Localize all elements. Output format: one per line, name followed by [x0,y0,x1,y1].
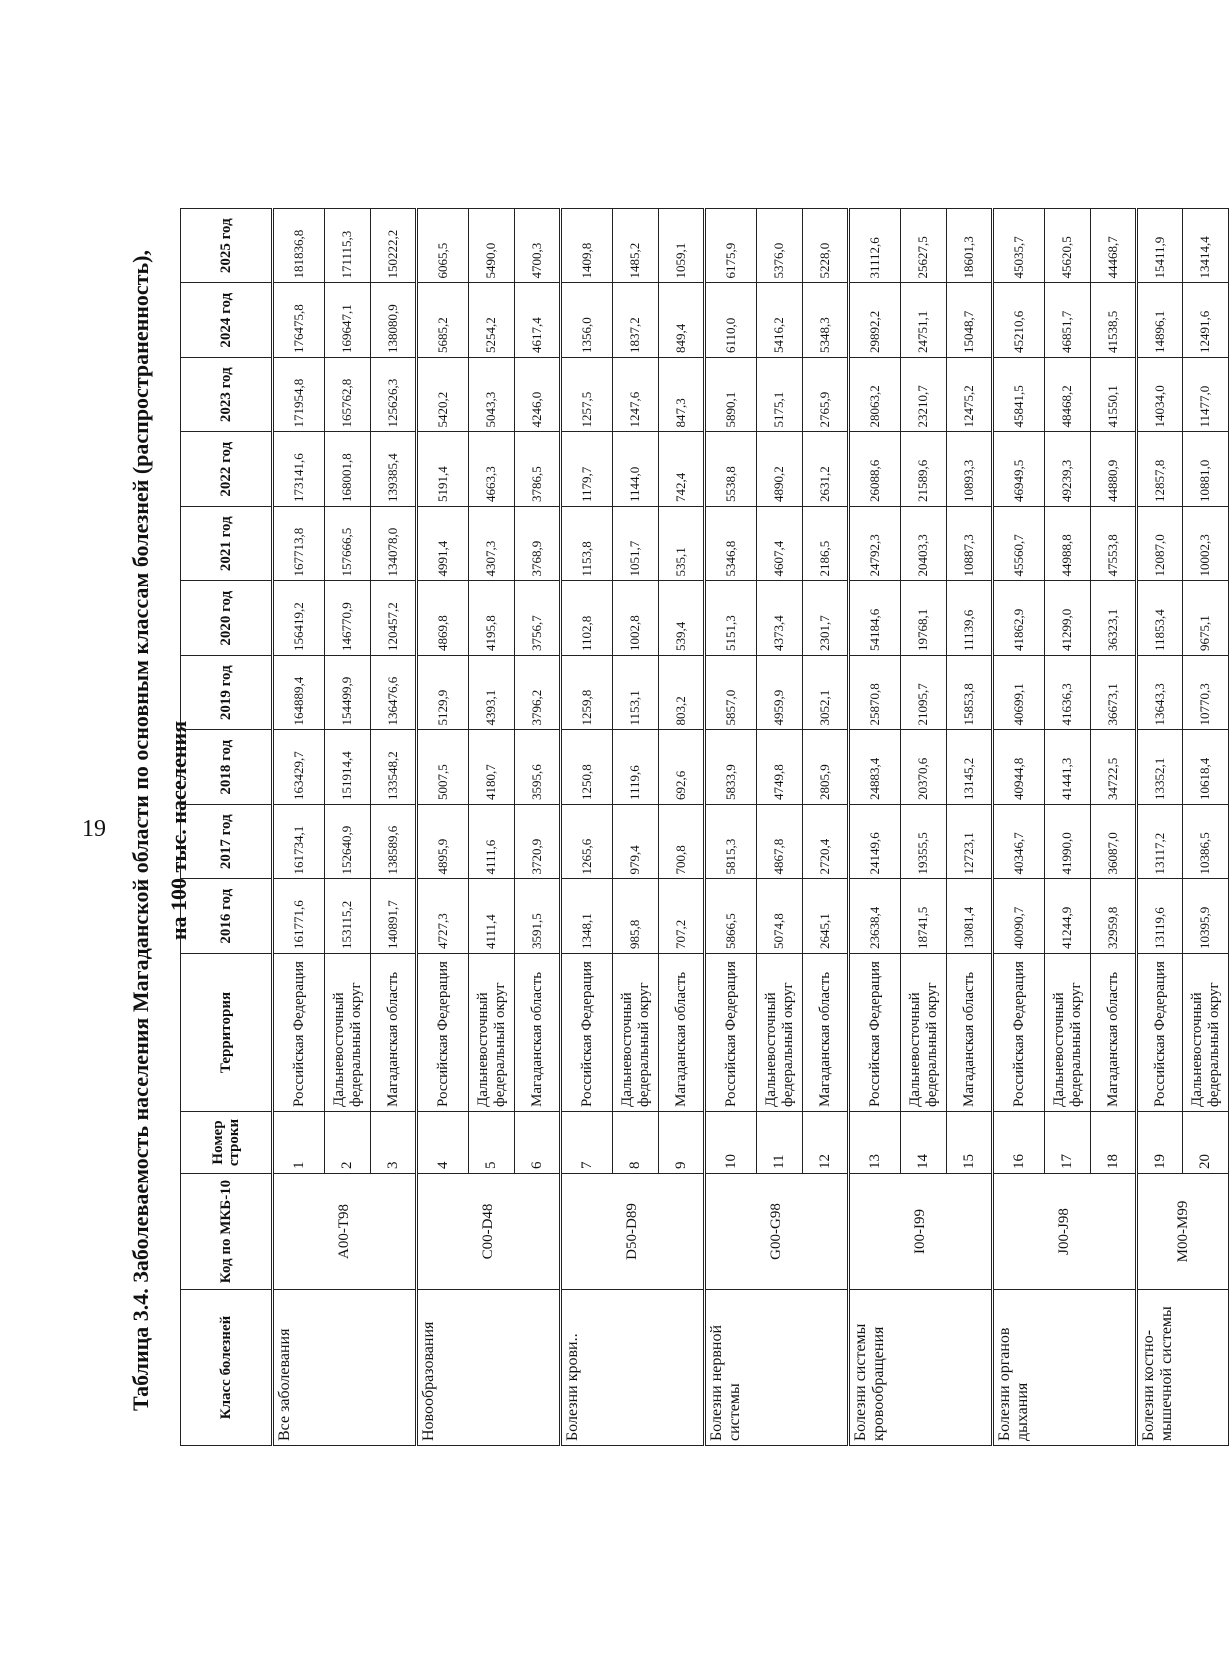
value-cell: 41299,0 [1045,581,1091,656]
value-cell: 5376,0 [757,209,803,284]
value-cell: 41441,3 [1045,730,1091,805]
value-cell: 1051,7 [613,507,659,582]
value-cell: 2720,4 [803,805,849,880]
value-cell: 4307,3 [469,507,515,582]
table-row [993,209,1045,1446]
disease-class-cell: Болезни костно-мышечной системы [1137,1290,1229,1446]
row-number-cell: 5 [469,1112,515,1174]
value-cell: 13119,6 [1137,879,1183,954]
value-cell: 5151,3 [705,581,757,656]
value-cell: 5538,8 [705,432,757,507]
icd-code-cell: I00-I99 [849,1174,993,1290]
row-number-cell: 4 [417,1112,469,1174]
icd-code-cell: G00-G98 [705,1174,849,1290]
value-cell: 173141,6 [273,432,325,507]
value-cell: 12475,2 [947,358,993,433]
value-cell: 10893,3 [947,432,993,507]
value-cell: 5074,8 [757,879,803,954]
value-cell: 847,3 [659,358,705,433]
value-cell: 12491,6 [1183,283,1229,358]
value-cell: 4111,6 [469,805,515,880]
value-cell: 12857,8 [1137,432,1183,507]
value-cell: 1059,1 [659,209,705,284]
value-cell: 1837,2 [613,283,659,358]
value-cell: 1247,6 [613,358,659,433]
value-cell: 40944,8 [993,730,1045,805]
value-cell: 4869,8 [417,581,469,656]
value-cell: 1259,8 [561,656,613,731]
territory-cell: Дальневосточный федеральный округ [901,954,947,1112]
value-cell: 161771,6 [273,879,325,954]
value-cell: 41862,9 [993,581,1045,656]
territory-cell: Российская Федерация [273,954,325,1112]
value-cell: 3786,5 [515,432,561,507]
value-cell: 4607,4 [757,507,803,582]
value-cell: 164889,4 [273,656,325,731]
value-cell: 6175,9 [705,209,757,284]
value-cell: 45620,5 [1045,209,1091,284]
value-cell: 48468,2 [1045,358,1091,433]
value-cell: 21095,7 [901,656,947,731]
value-cell: 5346,8 [705,507,757,582]
value-cell: 5890,1 [705,358,757,433]
value-cell: 2186,5 [803,507,849,582]
value-cell: 9675,1 [1183,581,1229,656]
territory-cell: Магаданская область [1091,954,1137,1112]
value-cell: 152640,9 [325,805,371,880]
value-cell: 13643,3 [1137,656,1183,731]
value-cell: 15411,9 [1137,209,1183,284]
value-cell: 40090,7 [993,879,1045,954]
value-cell: 10386,5 [1183,805,1229,880]
value-cell: 5191,4 [417,432,469,507]
row-number-cell: 11 [757,1112,803,1174]
value-cell: 1265,6 [561,805,613,880]
value-cell: 49239,3 [1045,432,1091,507]
icd-code-cell: D50-D89 [561,1174,705,1290]
value-cell: 45560,7 [993,507,1045,582]
row-number-cell: 6 [515,1112,561,1174]
disease-class-cell: Болезни крови.. [561,1290,705,1446]
row-number-cell: 20 [1183,1112,1229,1174]
row-number-cell: 13 [849,1112,901,1174]
morbidity-table [180,208,1229,1446]
value-cell: 34722,5 [1091,730,1137,805]
value-cell: 10395,9 [1183,879,1229,954]
value-cell: 5420,2 [417,358,469,433]
value-cell: 5857,0 [705,656,757,731]
value-cell: 20370,6 [901,730,947,805]
value-cell: 24883,4 [849,730,901,805]
value-cell: 21589,6 [901,432,947,507]
value-cell: 20403,3 [901,507,947,582]
value-cell: 40699,1 [993,656,1045,731]
value-cell: 23210,7 [901,358,947,433]
table-row [561,209,613,1446]
value-cell: 4727,3 [417,879,469,954]
value-cell: 12723,1 [947,805,993,880]
value-cell: 31112,6 [849,209,901,284]
header-year: 2021 год [181,507,273,582]
value-cell: 3591,5 [515,879,561,954]
value-cell: 3796,2 [515,656,561,731]
value-cell: 140891,7 [371,879,417,954]
value-cell: 4867,8 [757,805,803,880]
value-cell: 539,4 [659,581,705,656]
value-cell: 2301,7 [803,581,849,656]
value-cell: 161734,1 [273,805,325,880]
value-cell: 4895,9 [417,805,469,880]
morbidity-table-wrapper [180,209,1229,1446]
table-row [705,209,757,1446]
value-cell: 12087,0 [1137,507,1183,582]
value-cell: 6065,5 [417,209,469,284]
value-cell: 156419,2 [273,581,325,656]
territory-cell: Российская Федерация [705,954,757,1112]
table-body [273,209,1229,1446]
value-cell: 3595,6 [515,730,561,805]
header-year: 2016 год [181,879,273,954]
value-cell: 138589,6 [371,805,417,880]
value-cell: 25870,8 [849,656,901,731]
value-cell: 139385,4 [371,432,417,507]
table-row [849,209,901,1446]
value-cell: 707,2 [659,879,705,954]
row-number-cell: 16 [993,1112,1045,1174]
value-cell: 4700,3 [515,209,561,284]
value-cell: 1102,8 [561,581,613,656]
row-number-cell: 19 [1137,1112,1183,1174]
value-cell: 40346,7 [993,805,1045,880]
value-cell: 1250,8 [561,730,613,805]
row-number-cell: 10 [705,1112,757,1174]
territory-cell: Магаданская область [371,954,417,1112]
row-number-cell: 2 [325,1112,371,1174]
value-cell: 5685,2 [417,283,469,358]
value-cell: 29892,2 [849,283,901,358]
value-cell: 5129,9 [417,656,469,731]
disease-class-cell: Болезни системы кровообращения [849,1290,993,1446]
value-cell: 41550,1 [1091,358,1137,433]
value-cell: 2631,2 [803,432,849,507]
value-cell: 15853,8 [947,656,993,731]
row-number-cell: 17 [1045,1112,1091,1174]
table-row [273,209,325,1446]
value-cell: 125626,3 [371,358,417,433]
value-cell: 44988,8 [1045,507,1091,582]
disease-class-cell: Болезни органов дыхания [993,1290,1137,1446]
value-cell: 4373,4 [757,581,803,656]
territory-cell: Дальневосточный федеральный округ [757,954,803,1112]
value-cell: 54184,6 [849,581,901,656]
value-cell: 4991,4 [417,507,469,582]
header-code: Код по МКБ-10 [181,1174,273,1290]
value-cell: 150222,2 [371,209,417,284]
value-cell: 19355,5 [901,805,947,880]
header-year: 2019 год [181,656,273,731]
row-number-cell: 9 [659,1112,705,1174]
value-cell: 41990,0 [1045,805,1091,880]
value-cell: 5490,0 [469,209,515,284]
value-cell: 36323,1 [1091,581,1137,656]
value-cell: 146770,9 [325,581,371,656]
value-cell: 1485,2 [613,209,659,284]
value-cell: 25627,5 [901,209,947,284]
disease-class-cell: Новообразования [417,1290,561,1446]
value-cell: 803,2 [659,656,705,731]
value-cell: 134078,0 [371,507,417,582]
value-cell: 3052,1 [803,656,849,731]
value-cell: 133548,2 [371,730,417,805]
value-cell: 14034,0 [1137,358,1183,433]
value-cell: 11477,0 [1183,358,1229,433]
value-cell: 45841,5 [993,358,1045,433]
value-cell: 4890,2 [757,432,803,507]
value-cell: 5254,2 [469,283,515,358]
value-cell: 10881,0 [1183,432,1229,507]
disease-class-cell: Все заболевания [273,1290,417,1446]
value-cell: 36087,0 [1091,805,1137,880]
value-cell: 44880,9 [1091,432,1137,507]
table-subtitle: на 100 тыс. населения [166,720,191,941]
value-cell: 985,8 [613,879,659,954]
value-cell: 167713,8 [273,507,325,582]
header-class: Класс болезней [181,1290,273,1446]
value-cell: 3756,7 [515,581,561,656]
value-cell: 13145,2 [947,730,993,805]
value-cell: 4663,3 [469,432,515,507]
value-cell: 1356,0 [561,283,613,358]
territory-cell: Дальневосточный федеральный округ [469,954,515,1112]
header-territory: Территория [181,954,273,1112]
value-cell: 47553,8 [1091,507,1137,582]
value-cell: 171954,8 [273,358,325,433]
header-year: 2017 год [181,805,273,880]
icd-code-cell: A00-T98 [273,1174,417,1290]
territory-cell: Магаданская область [659,954,705,1112]
value-cell: 46851,7 [1045,283,1091,358]
value-cell: 181836,8 [273,209,325,284]
value-cell: 154499,9 [325,656,371,731]
value-cell: 24751,1 [901,283,947,358]
value-cell: 4617,4 [515,283,561,358]
value-cell: 1144,0 [613,432,659,507]
value-cell: 13117,2 [1137,805,1183,880]
value-cell: 13081,4 [947,879,993,954]
value-cell: 5416,2 [757,283,803,358]
value-cell: 18741,5 [901,879,947,954]
row-number-cell: 1 [273,1112,325,1174]
value-cell: 1002,8 [613,581,659,656]
value-cell: 2765,9 [803,358,849,433]
value-cell: 1153,1 [613,656,659,731]
value-cell: 24149,6 [849,805,901,880]
value-cell: 5348,3 [803,283,849,358]
value-cell: 26088,6 [849,432,901,507]
value-cell: 168001,8 [325,432,371,507]
value-cell: 10887,3 [947,507,993,582]
value-cell: 136476,6 [371,656,417,731]
territory-cell: Магаданская область [803,954,849,1112]
row-number-cell: 8 [613,1112,659,1174]
header-row-number: Номер строки [181,1112,273,1174]
value-cell: 19768,1 [901,581,947,656]
territory-cell: Российская Федерация [561,954,613,1112]
value-cell: 120457,2 [371,581,417,656]
value-cell: 45035,7 [993,209,1045,284]
value-cell: 5815,3 [705,805,757,880]
value-cell: 5175,1 [757,358,803,433]
value-cell: 1409,8 [561,209,613,284]
header-row [181,209,273,1446]
value-cell: 692,6 [659,730,705,805]
territory-cell: Российская Федерация [993,954,1045,1112]
icd-code-cell: J00-J98 [993,1174,1137,1290]
territory-cell: Российская Федерация [1137,954,1183,1112]
value-cell: 23638,4 [849,879,901,954]
disease-class-cell: Болезни нервной системы [705,1290,849,1446]
row-number-cell: 15 [947,1112,993,1174]
territory-cell: Российская Федерация [417,954,469,1112]
value-cell: 1153,8 [561,507,613,582]
value-cell: 41244,9 [1045,879,1091,954]
value-cell: 5833,9 [705,730,757,805]
value-cell: 4180,7 [469,730,515,805]
header-year: 2024 год [181,283,273,358]
value-cell: 2805,9 [803,730,849,805]
value-cell: 10618,4 [1183,730,1229,805]
value-cell: 28063,2 [849,358,901,433]
value-cell: 979,4 [613,805,659,880]
header-year: 2018 год [181,730,273,805]
value-cell: 151914,4 [325,730,371,805]
table-title: Таблица 3.4. Заболеваемость населения Магаданской области по основным классам болезней (распространенность), [128,250,153,1411]
value-cell: 1348,1 [561,879,613,954]
value-cell: 4246,0 [515,358,561,433]
value-cell: 14896,1 [1137,283,1183,358]
value-cell: 1179,7 [561,432,613,507]
value-cell: 163429,7 [273,730,325,805]
territory-cell: Магаданская область [947,954,993,1112]
territory-cell: Российская Федерация [849,954,901,1112]
value-cell: 41538,5 [1091,283,1137,358]
value-cell: 5866,5 [705,879,757,954]
value-cell: 4195,8 [469,581,515,656]
value-cell: 1119,6 [613,730,659,805]
value-cell: 10002,3 [1183,507,1229,582]
value-cell: 153115,2 [325,879,371,954]
value-cell: 41636,3 [1045,656,1091,731]
value-cell: 849,4 [659,283,705,358]
value-cell: 2645,1 [803,879,849,954]
row-number-cell: 7 [561,1112,613,1174]
row-number-cell: 3 [371,1112,417,1174]
value-cell: 176475,8 [273,283,325,358]
row-number-cell: 12 [803,1112,849,1174]
row-number-cell: 14 [901,1112,947,1174]
value-cell: 15048,7 [947,283,993,358]
value-cell: 13414,4 [1183,209,1229,284]
value-cell: 13352,1 [1137,730,1183,805]
table-row [1137,209,1183,1446]
value-cell: 535,1 [659,507,705,582]
value-cell: 11853,4 [1137,581,1183,656]
value-cell: 171115,3 [325,209,371,284]
value-cell: 11139,6 [947,581,993,656]
page-number: 19 [82,816,106,842]
value-cell: 138080,9 [371,283,417,358]
value-cell: 5228,0 [803,209,849,284]
value-cell: 4749,8 [757,730,803,805]
territory-cell: Дальневосточный федеральный округ [1045,954,1091,1112]
value-cell: 700,8 [659,805,705,880]
header-year: 2022 год [181,432,273,507]
territory-cell: Дальневосточный федеральный округ [613,954,659,1112]
header-year: 2020 год [181,581,273,656]
table-row [417,209,469,1446]
value-cell: 45210,6 [993,283,1045,358]
value-cell: 169647,1 [325,283,371,358]
value-cell: 36673,1 [1091,656,1137,731]
row-number-cell: 18 [1091,1112,1137,1174]
value-cell: 44468,7 [1091,209,1137,284]
value-cell: 32959,8 [1091,879,1137,954]
icd-code-cell: C00-D48 [417,1174,561,1290]
value-cell: 3720,9 [515,805,561,880]
territory-cell: Дальневосточный федеральный округ [325,954,371,1112]
value-cell: 10770,3 [1183,656,1229,731]
value-cell: 165762,8 [325,358,371,433]
icd-code-cell: M00-M99 [1137,1174,1229,1290]
value-cell: 6110,0 [705,283,757,358]
value-cell: 742,4 [659,432,705,507]
value-cell: 4959,9 [757,656,803,731]
value-cell: 157666,5 [325,507,371,582]
header-year: 2023 год [181,358,273,433]
value-cell: 5007,5 [417,730,469,805]
header-year: 2025 год [181,209,273,284]
value-cell: 3768,9 [515,507,561,582]
value-cell: 4393,1 [469,656,515,731]
value-cell: 1257,5 [561,358,613,433]
value-cell: 5043,3 [469,358,515,433]
value-cell: 18601,3 [947,209,993,284]
territory-cell: Дальневосточный федеральный округ [1183,954,1229,1112]
value-cell: 46949,5 [993,432,1045,507]
territory-cell: Магаданская область [515,954,561,1112]
value-cell: 24792,3 [849,507,901,582]
value-cell: 4111,4 [469,879,515,954]
